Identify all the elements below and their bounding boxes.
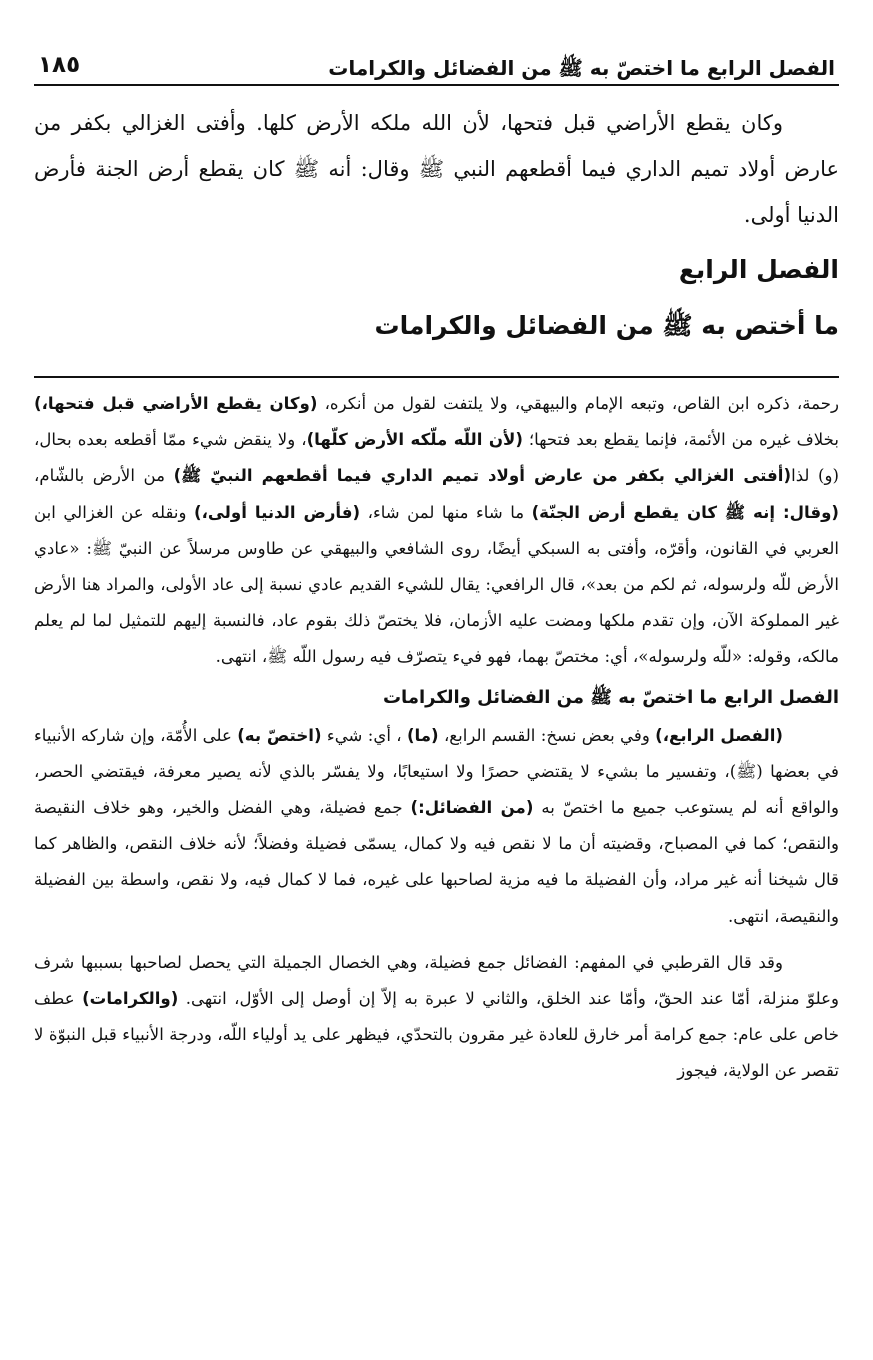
- commentary-run: من الأرض بالشّام،: [34, 466, 174, 486]
- commentary-run: بخلاف غيره من الأئمة، فإنما يقطع بعد فتحها؛: [522, 430, 839, 450]
- running-title: الفصل الرابع ما اختصّ به ﷺ من الفضائل والكرامات: [328, 56, 835, 80]
- quoted-matn-phrase: (ما): [406, 725, 439, 745]
- commentary-paragraph: [34, 718, 839, 935]
- commentary-run: على الأُمّة، وإن شاركه الأنبياء في بعضها (ﷺ)، وتفسير ما بشيء لا يقتضي حصرًا ولا استيعابًا، ولا يفسّر بالذي لأنه يصير معرفة، فيقتضي الحصر، والواقع أنه لم يستوعب جميع ما اختصّ به: [34, 725, 839, 818]
- page-number: ١٨٥: [38, 52, 81, 79]
- commentary-run: جمع فضيلة، وهي الفضل والخير، وهو خلاف النقيصة والنقص؛ كما في المصباح، وقضيته أن ما لا نقص فيه ولا كمال، يسمّى فضيلة وفضلاً؛ لأنه خلاف النقص، والظاهر كما قال شيخنا أنه غير مراد، وأن الفضيلة ما فيه مزية لصاحبها على غيره، فما لا كمال فيه، ولا نقص، واسطة بين الفضيلة والنقيصة، انتهى.: [34, 798, 839, 926]
- commentary-paragraph: [34, 386, 839, 676]
- main-text: [34, 100, 839, 354]
- commentary-text: [34, 386, 839, 1090]
- quoted-matn-phrase: (فأرض الدنيا أولى،): [193, 502, 361, 522]
- quoted-matn-phrase: (وكان يقطع الأراضي قبل فتحها،): [34, 394, 318, 413]
- commentary-paragraph: [34, 945, 839, 1090]
- commentary-run: رحمة، ذكره ابن القاص، وتبعه الإمام والبيهقي، ولا يلتفت لقول من أنكره،: [317, 394, 839, 413]
- running-header: [34, 36, 839, 86]
- quoted-matn-phrase: (وقال: إنه ﷺ كان يقطع أرض الجنّة): [531, 502, 840, 522]
- quoted-matn-phrase: (لأن اللّه ملّكه الأرض كلّها): [306, 430, 523, 450]
- commentary-divider: [34, 376, 839, 378]
- quoted-matn-phrase: (الفصل الرابع،): [655, 725, 783, 745]
- commentary-section-heading: الفصل الرابع ما اختصّ به ﷺ من الفضائل والكرامات: [382, 686, 839, 708]
- commentary-run: ما شاء منها لمن شاء،: [360, 502, 532, 522]
- main-paragraph: وكان يقطع الأراضي قبل فتحها، لأن الله ملكه الأرض كلها. وأفتى الغزالي بكفر من عارض أولاد تميم الداري فيما أقطعهم النبي ﷺ وقال: أنه ﷺ كان يقطع أرض الجنة فأرض الدنيا أولى.: [34, 111, 839, 227]
- quoted-matn-phrase: (اختصّ به): [237, 725, 322, 745]
- commentary-run: وفي بعض نسخ: القسم الرابع،: [438, 725, 656, 745]
- quoted-matn-phrase: (والكرامات): [82, 989, 179, 1009]
- quoted-matn-phrase: (أفتى الغزالي بكفر من عارض أولاد تميم الداري فيما أقطعهم النبيّ ﷺ): [173, 466, 792, 486]
- chapter-title: الفصل الرابع: [678, 255, 839, 284]
- chapter-subtitle: ما أختص به ﷺ من الفضائل والكرامات: [374, 311, 839, 340]
- commentary-run: ونقله عن الغزالي ابن العربي في القانون، وأقرّه، وأفتى به السبكي أيضًا، روى الشافعي والبيهقي عن طاوس مرسلاً عن النبيّ ﷺ: «عادي الأرض للّه ولرسوله، ثم لكم من بعد»، قال الرافعي: يقال للشيء القديم عادي نسبة إلى عاد الأولى، والمراد هنا الأرض غير المملوكة الآن، وإن تقدم ملكها ومضت عليه الأزمان، فلا يختصّ ذلك بقوم عاد، فالنسبة إليهم للتمثيل لما لم يعلم مالكه، وقوله: «للّه ولرسوله»، أي: مختصّ بهما، فهو فيء يتصرّف فيه رسول اللّه ﷺ، انتهى.: [34, 502, 839, 667]
- quoted-matn-phrase: (من الفضائل:): [410, 798, 534, 818]
- commentary-run: ، ولا ينقض شيء ممّا أقطعه بعده بحال، (و) لذا: [34, 430, 839, 486]
- commentary-run: عطف خاص على عام: جمع كرامة أمر خارق للعادة غير مقرون بالتحدّي، فيظهر على يد أولياء اللّه، ودرجة الأنبياء قبل النبوّة لا تقصر عن الولاية، فيجوز: [34, 989, 839, 1081]
- commentary-run: ، أي: شيء: [321, 725, 407, 745]
- commentary-run: وقد قال القرطبي في المفهم: الفضائل جمع فضيلة، وهي الخصال الجميلة التي يحصل لصاحبها بسببها شرف وعلوّ منزلة، أمّا عند الحقّ، وأمّا عند الخلق، والثاني لا عبرة به إلاّ إن أوصل إلى الأوّل، انتهى.: [34, 952, 839, 1009]
